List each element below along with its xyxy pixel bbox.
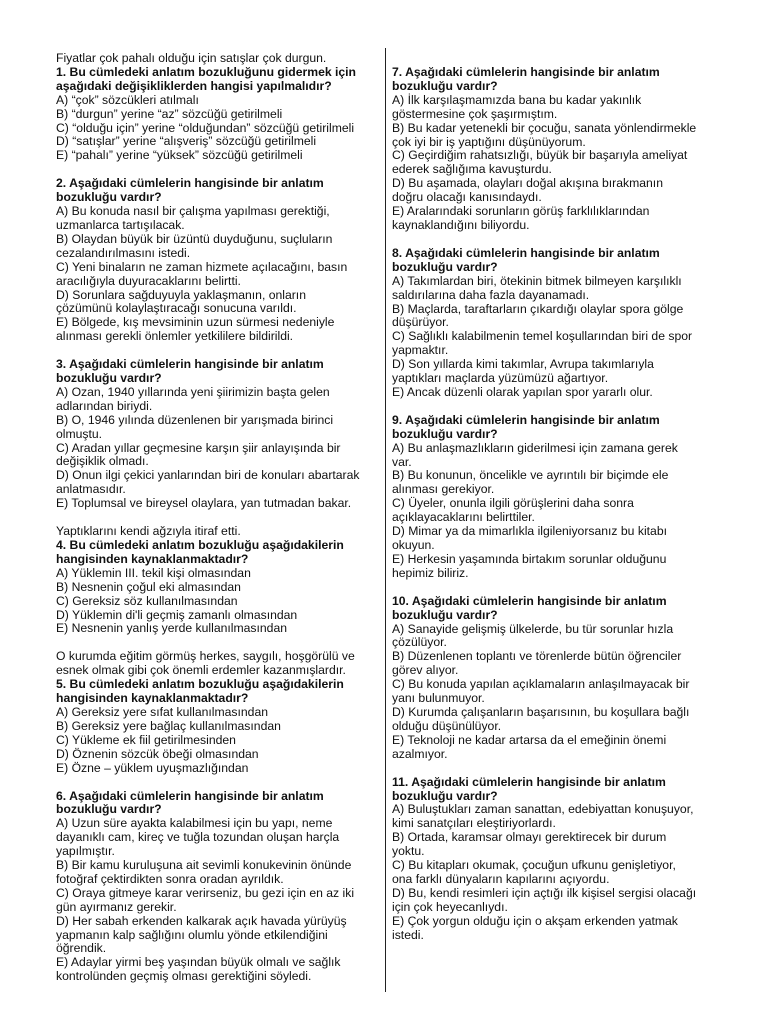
left-question-line: bozukluğu vardır? bbox=[56, 802, 162, 817]
right-text-line: A) Buluştukları zaman sanattan, edebiyattan konuşuyor, bbox=[392, 802, 694, 817]
right-question-line: bozukluğu vardır? bbox=[392, 426, 498, 441]
left-text-line: alınması gerekli önlemler yetkililere bildirildi. bbox=[56, 329, 294, 344]
right-text-line: ona farklı dünyaların kapılarını açıyordu. bbox=[392, 871, 610, 886]
left-text-line: fotoğraf çektirdikten sonra oradan ayrıldık. bbox=[56, 871, 284, 886]
right-text-line: E) Aralarındaki sorunların görüş farklılıklarından bbox=[392, 204, 650, 219]
right-text-line: B) Ortada, karamsar olmayı gerektirecek bir durum bbox=[392, 830, 667, 845]
right-text-line: D) Kurumda çalışanların başarısının, bu koşullara bağlı bbox=[392, 704, 690, 719]
blank-line bbox=[56, 344, 378, 358]
left-text-line: C) Gereksiz söz kullanılmasından bbox=[56, 593, 238, 608]
left-question-line: bozukluğu vardır? bbox=[56, 190, 162, 205]
left-text-line: E) “pahalı” yerine “yüksek” sözcüğü getirilmeli bbox=[56, 148, 303, 163]
left-question-line: hangisinden kaynaklanmaktadır? bbox=[56, 691, 249, 706]
left-text-line: gün ayırmanız gerekir. bbox=[56, 899, 177, 914]
left-text-line: D) Sorunlara sağduyuyla yaklaşmanın, onların bbox=[56, 287, 306, 302]
left-text-line: A) Uzun süre ayakta kalabilmesi için bu yapı, neme bbox=[56, 816, 333, 831]
left-text-line: E) Nesnenin yanlış yerde kullanılmasından bbox=[56, 621, 288, 636]
right-text-line: alınması gerekiyor. bbox=[392, 482, 495, 497]
left-text-line: kontrolünden geçmiş olması gerektiğini söyledi. bbox=[56, 969, 312, 984]
right-text-line: C) Bu konuda yapılan açıklamaların anlaşılmayacak bir bbox=[392, 677, 690, 692]
right-text-line: E) Herkesin yaşamında birtakım sorunlar olduğunu bbox=[392, 551, 667, 566]
left-question-line: bozukluğu vardır? bbox=[56, 371, 162, 386]
right-text-line: çözülüyor. bbox=[392, 635, 447, 650]
right-text-line: saldırılarına daha fazla dayanamadı. bbox=[392, 287, 590, 302]
left-question-line: aşağıdaki değişikliklerden hangisi yapılmalıdır? bbox=[56, 78, 332, 93]
right-text-line: olduğu düşünülüyor. bbox=[392, 718, 502, 733]
left-text-line: cezalandırılmasını istedi. bbox=[56, 245, 191, 260]
blank-line bbox=[56, 776, 378, 790]
right-text-line: A) Takımlardan biri, ötekinin bitmek bilmeyen karşılıklı bbox=[392, 273, 682, 288]
right-question-line: 9. Aşağıdaki cümlelerin hangisinde bir anlatım bbox=[392, 412, 660, 427]
right-text-line: B) Bu konunun, öncelikle ve ayrıntılı bir biçimde ele bbox=[392, 468, 669, 483]
left-text-line: C) “olduğu için” yerine “olduğundan” sözcüğü getirilmeli bbox=[56, 120, 355, 135]
right-text-line: C) Sağlıklı kalabilmenin temel koşullarından biri de spor bbox=[392, 329, 693, 344]
left-text-line: D) Her sabah erkenden kalkarak açık havada yürüyüş bbox=[56, 913, 347, 928]
left-text-line: E) Adaylar yirmi beş yaşından büyük olmalı ve sağlık bbox=[56, 955, 341, 970]
right-text-line: açıklayacaklarını belirttiler. bbox=[392, 510, 535, 525]
left-text-line: D) Onun ilgi çekici yanlarından biri de konuları abartarak bbox=[56, 468, 360, 483]
right-question-line: 8. Aşağıdaki cümlelerin hangisinde bir anlatım bbox=[392, 245, 660, 260]
left-text-line: olmuştu. bbox=[56, 426, 103, 441]
right-text-line: düşürüyor. bbox=[392, 315, 449, 330]
left-text-line: A) Gereksiz yere sıfat kullanılmasından bbox=[56, 704, 269, 719]
blank-line bbox=[392, 233, 717, 247]
right-text-line: azalmıyor. bbox=[392, 746, 448, 761]
blank-line bbox=[392, 400, 717, 414]
right-text-line: kimi sanatçıları eleştiriyorlardı. bbox=[392, 816, 556, 831]
left-text-line: Yaptıklarını kendi ağzıyla itiraf etti. bbox=[56, 524, 241, 539]
left-question-line: 4. Bu cümledeki anlatım bozukluğu aşağıdakilerin bbox=[56, 538, 344, 552]
left-text-line: A) Ozan, 1940 yıllarında yeni şiirimizin başta gelen bbox=[56, 384, 330, 399]
right-question-line: 10. Aşağıdaki cümlelerin hangisinde bir anlatım bbox=[392, 593, 667, 608]
right-text-line: hepimiz biliriz. bbox=[392, 565, 469, 580]
blank-line bbox=[392, 52, 717, 66]
left-text-line: D) “satışlar” yerine “alışveriş” sözcüğü getirilmeli bbox=[56, 134, 317, 149]
right-text-line: D) Mimar ya da mimarlıkla ilgileniyorsanız bu kitabı bbox=[392, 524, 667, 539]
right-text-line: için çok heyecanlıydı. bbox=[392, 899, 508, 914]
right-text-line: okuyun. bbox=[392, 538, 435, 552]
left-question-line: hangisinden kaynaklanmaktadır? bbox=[56, 551, 249, 566]
right-text-line: doğru olacağı kanısındaydı. bbox=[392, 190, 542, 205]
left-text-line: B) Olaydan büyük bir üzüntü duyduğunu, suçluların bbox=[56, 231, 333, 246]
right-text-line: E) Ancak düzenli olarak yapılan spor yararlı olur. bbox=[392, 384, 653, 399]
left-text-line: çözümünü kolaylaştıracağı sonucuna varıldı. bbox=[56, 301, 297, 316]
left-text-line: A) Yüklemin III. tekil kişi olmasından bbox=[56, 565, 251, 580]
column-divider bbox=[385, 48, 386, 992]
left-text-line: yapmanın kalp sağlığını olumlu yönde etkilendiğini bbox=[56, 927, 328, 942]
right-text-line: B) Düzenlenen toplantı ve törenlerde bütün öğrenciler bbox=[392, 649, 682, 664]
left-text-line: D) Öznenin sözcük öbeği olmasından bbox=[56, 746, 259, 761]
left-text-line: B) Gereksiz yere bağlaç kullanılmasından bbox=[56, 718, 281, 733]
blank-line bbox=[392, 762, 717, 776]
left-text-line: C) Yükleme ek fiil getirilmesinden bbox=[56, 732, 236, 747]
right-text-line: C) Üyeler, onunla ilgili görüşlerini daha sonra bbox=[392, 496, 634, 511]
left-text-line: anlatmasıdır. bbox=[56, 482, 126, 497]
blank-line bbox=[56, 636, 378, 650]
right-text-line: C) Bu kitapları okumak, çocuğun ufkunu genişletiyor, bbox=[392, 858, 676, 873]
blank-line bbox=[56, 163, 378, 177]
left-text-line: Fiyatlar çok pahalı olduğu için satışlar çok durgun. bbox=[56, 51, 327, 65]
right-column bbox=[392, 52, 717, 942]
right-question-line: bozukluğu vardır? bbox=[392, 607, 498, 622]
right-question-line: 11. Aşağıdaki cümlelerin hangisinde bir anlatım bbox=[392, 774, 666, 789]
right-text-line: A) Bu anlaşmazlıkların giderilmesi için zamana gerek bbox=[392, 440, 678, 455]
right-text-line: B) Maçlarda, taraftarların çıkardığı olaylar spora gölge bbox=[392, 301, 684, 316]
left-text-line: E) Toplumsal ve bireysel olaylara, yan tutmadan bakar. bbox=[56, 496, 352, 511]
left-text-line: B) O, 1946 yılında düzenlenen bir yarışmada birinci bbox=[56, 412, 334, 427]
right-text-line: ederek sağlığıma kavuşturdu. bbox=[392, 162, 552, 177]
right-text-line: çok iyi bir iş yaptığını düşünüyorum. bbox=[392, 134, 586, 149]
right-text-line: kaynaklandığını biliyordu. bbox=[392, 217, 530, 232]
right-text-line: B) Bu kadar yetenekli bir çocuğu, sanata yönlendirmekle bbox=[392, 120, 697, 135]
right-text-line: yapmaktır. bbox=[392, 343, 449, 358]
left-text-line: C) Yeni binaların ne zaman hizmete açılacağını, basın bbox=[56, 259, 348, 274]
left-text-line: C) Oraya gitmeye karar verirseniz, bu gezi için en az iki bbox=[56, 885, 355, 900]
left-text-line: öğrendik. bbox=[56, 941, 107, 956]
right-text-line: göstermesine çok şaşırmıştım. bbox=[392, 106, 558, 121]
right-text-line: var. bbox=[392, 454, 412, 469]
left-question-line: 1. Bu cümledeki anlatım bozukluğunu gidermek için bbox=[56, 64, 357, 79]
left-text-line: esnek olmak gibi çok önemli erdemler kazanmışlardır. bbox=[56, 663, 346, 678]
left-text-line: aracılığıyla duyuracaklarını belirtti. bbox=[56, 273, 241, 288]
blank-line bbox=[392, 581, 717, 595]
right-text-line: yaptıkları maçlarda yüzümüzü ağartıyor. bbox=[392, 371, 609, 386]
left-text-line: değişiklik olmadı. bbox=[56, 454, 149, 469]
left-text-line: dayanıklı cam, kireç ve tuğla tozundan oluşan harçla bbox=[56, 830, 340, 845]
right-text-line: E) Çok yorgun olduğu için o akşam erkenden yatmak bbox=[392, 913, 678, 928]
right-text-line: D) Son yıllarda kimi takımlar, Avrupa takımlarıyla bbox=[392, 357, 654, 372]
left-text-line: B) Bir kamu kuruluşuna ait sevimli konukevinin önünde bbox=[56, 858, 352, 873]
blank-line bbox=[56, 511, 378, 525]
right-question-line: 7. Aşağıdaki cümlelerin hangisinde bir anlatım bbox=[392, 65, 660, 79]
left-text-line: B) “durgun” yerine “az” sözcüğü getirilmeli bbox=[56, 106, 283, 121]
left-column bbox=[56, 52, 378, 984]
right-text-line: yanı bulunmuyor. bbox=[392, 691, 485, 706]
right-question-line: bozukluğu vardır? bbox=[392, 259, 498, 274]
right-text-line: A) İlk karşılaşmamızda bana bu kadar yakınlık bbox=[392, 92, 642, 107]
right-text-line: A) Sanayide gelişmiş ülkelerde, bu tür sorunlar hızla bbox=[392, 621, 674, 636]
left-text-line: E) Bölgede, kış mevsiminin uzun sürmesi nedeniyle bbox=[56, 315, 335, 330]
right-question-line: bozukluğu vardır? bbox=[392, 788, 498, 803]
left-text-line: E) Özne – yüklem uyuşmazlığından bbox=[56, 760, 249, 775]
left-text-line: D) Yüklemin di'li geçmiş zamanlı olmasından bbox=[56, 607, 298, 622]
right-text-line: yoktu. bbox=[392, 844, 425, 859]
left-text-line: A) Bu konuda nasıl bir çalışma yapılması gerektiği, bbox=[56, 204, 330, 219]
left-question-line: 3. Aşağıdaki cümlelerin hangisinde bir anlatım bbox=[56, 357, 324, 372]
left-text-line: B) Nesnenin çoğul eki almasından bbox=[56, 579, 241, 594]
left-text-line: C) Aradan yıllar geçmesine karşın şiir anlayışında bir bbox=[56, 440, 341, 455]
left-text-line: A) “çok” sözcükleri atılmalı bbox=[56, 92, 199, 107]
left-question-line: 5. Bu cümledeki anlatım bozukluğu aşağıdakilerin bbox=[56, 677, 344, 692]
left-text-line: O kurumda eğitim görmüş herkes, saygılı, hoşgörülü ve bbox=[56, 649, 355, 664]
right-text-line: istedi. bbox=[392, 927, 424, 942]
right-text-line: E) Teknoloji ne kadar artarsa da el emeğinin önemi bbox=[392, 732, 667, 747]
left-question-line: 6. Aşağıdaki cümlelerin hangisinde bir anlatım bbox=[56, 788, 324, 803]
left-text-line: adlarından biriydi. bbox=[56, 398, 153, 413]
left-text-line: yapılmıştır. bbox=[56, 844, 115, 859]
right-question-line: bozukluğu vardır? bbox=[392, 78, 498, 93]
left-question-line: 2. Aşağıdaki cümlelerin hangisinde bir anlatım bbox=[56, 176, 324, 191]
right-text-line: C) Geçirdiğim rahatsızlığı, büyük bir başarıyla ameliyat bbox=[392, 148, 688, 163]
right-text-line: D) Bu aşamada, olayları doğal akışına bırakmanın bbox=[392, 176, 663, 191]
right-text-line: görev alıyor. bbox=[392, 663, 459, 678]
left-text-line: uzmanlarca tartışılacak. bbox=[56, 217, 185, 232]
right-text-line: D) Bu, kendi resimleri için açtığı ilk kişisel sergisi olacağı bbox=[392, 885, 697, 900]
